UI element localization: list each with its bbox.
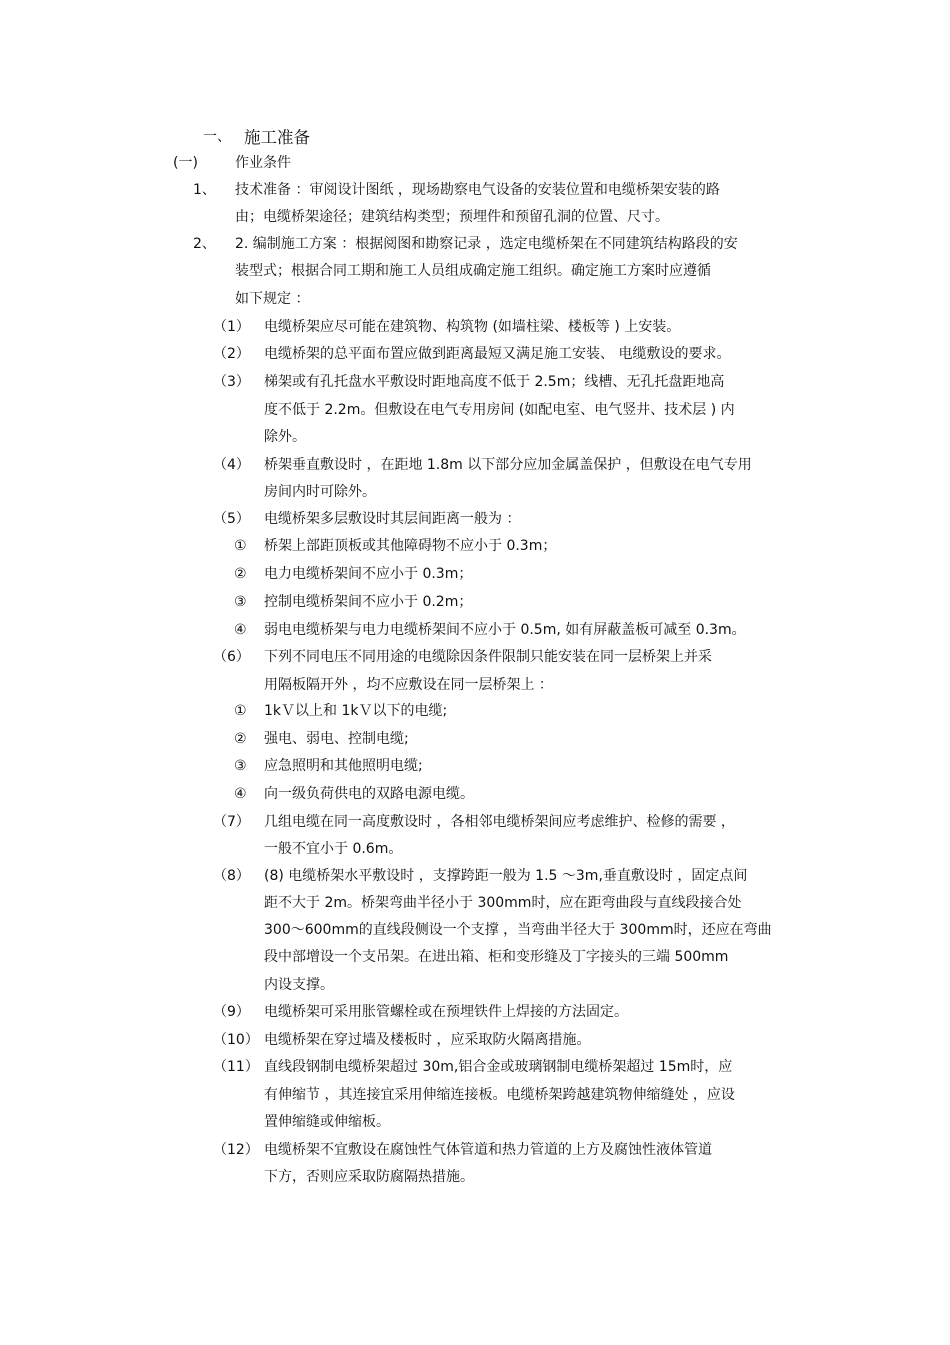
- paragraph-line: 房间内时可除外。: [264, 484, 376, 500]
- circled-number: ④: [234, 622, 247, 638]
- paragraph-line: 如下规定 ：: [235, 291, 310, 307]
- circled-number: ①: [234, 538, 247, 554]
- paragraph-line: 技术准备 ：审阅设计图纸 ，现场勘察电气设备的安装位置和电缆桥架安装的路: [235, 182, 720, 198]
- rule-number: （2）: [213, 346, 250, 362]
- paragraph-line: 一般不宜小于 0.6m。: [264, 841, 403, 857]
- paragraph-line: 度不低于 2.2m。但敷设在电气专用房间 (如配电室、电气竖井、技术层 ) 内: [264, 402, 735, 418]
- paragraph-line: 装型式；根据合同工期和施工人员组成确定施工组织。确定施工方案时应遵循: [235, 263, 711, 279]
- paragraph-line: 除外。: [264, 429, 306, 445]
- list-item-text: 强电、弱电、控制电缆;: [264, 731, 409, 747]
- list-item-text: 1kＶ以上和 1kＶ以下的电缆;: [264, 703, 448, 719]
- rule-number: （12）: [213, 1142, 259, 1158]
- subsection-title: 作业条件: [235, 155, 291, 171]
- paragraph-line: (8) 电缆桥架水平敷设时 ，支撑跨距一般为 1.5 ～3m,垂直敷设时 ，固定点间: [264, 868, 748, 884]
- paragraph-line: 置伸缩缝或伸缩板。: [264, 1114, 390, 1130]
- paragraph-line: 几组电缆在同一高度敷设时 ，各相邻电缆桥架间应考虑维护、检修的需要 ，: [264, 814, 735, 830]
- circled-number: ④: [234, 786, 247, 802]
- paragraph-line: 用隔板隔开外 ，均不应敷设在同一层桥架上 ：: [264, 677, 553, 693]
- rule-number: （10）: [213, 1032, 259, 1048]
- circled-number: ②: [234, 731, 247, 747]
- paragraph-line: 2. 编制施工方案 ：根据阅图和勘察记录 ，选定电缆桥架在不同建筑结构路段的安: [235, 236, 738, 252]
- paragraph-line: 电缆桥架不宜敷设在腐蚀性气体管道和热力管道的上方及腐蚀性液体管道: [264, 1142, 712, 1158]
- list-item-text: 弱电电缆桥架与电力电缆桥架间不应小于 0.5m, 如有屏蔽盖板可减至 0.3m。: [264, 622, 746, 638]
- rule-number: （4）: [213, 457, 250, 473]
- rule-number: （7）: [213, 814, 250, 830]
- circled-number: ③: [234, 758, 247, 774]
- rule-number: （5）: [213, 511, 250, 527]
- paragraph-line: 电缆桥架应尽可能在建筑物、构筑物 (如墙柱梁、楼板等 ) 上安装。: [264, 319, 681, 335]
- list-item-text: 桥架上部距顶板或其他障碍物不应小于 0.3m；: [264, 538, 557, 554]
- rule-number: （8）: [213, 868, 250, 884]
- rule-number: （11）: [213, 1059, 259, 1075]
- rule-number: （9）: [213, 1004, 250, 1020]
- paragraph-line: 梯架或有孔托盘水平敷设时距地高度不低于 2.5m；线槽、无孔托盘距地高: [264, 374, 725, 390]
- paragraph-line: 下方，否则应采取防腐隔热措施。: [264, 1169, 474, 1185]
- paragraph-line: 300～600mm的直线段侧设一个支撑 ，当弯曲半径大于 300mm时，还应在弯曲: [264, 922, 772, 938]
- paragraph-line: 距不大于 2m。桥架弯曲半径小于 300mm时，应在距弯曲段与直线段接合处: [264, 895, 742, 911]
- paragraph-line: 内设支撑。: [264, 977, 334, 993]
- rule-number: （1）: [213, 319, 250, 335]
- list-item-text: 控制电缆桥架间不应小于 0.2m；: [264, 594, 473, 610]
- paragraph-line: 电缆桥架在穿过墙及楼板时 ，应采取防火隔离措施。: [264, 1032, 591, 1048]
- paragraph-line: 直线段钢制电缆桥架超过 30m,铝合金或玻璃钢制电缆桥架超过 15m时，应: [264, 1059, 733, 1075]
- circled-number: ③: [234, 594, 247, 610]
- heading-number: 一、: [203, 129, 231, 145]
- paragraph-line: 电缆桥架可采用胀管螺栓或在预埋铁件上焊接的方法固定。: [264, 1004, 628, 1020]
- paragraph-line: 电缆桥架多层敷设时其层间距离一般为 ：: [264, 511, 521, 527]
- paragraph-line: 桥架垂直敷设时 ，在距地 1.8m 以下部分应加金属盖保护 ，但敷设在电气专用: [264, 457, 752, 473]
- heading-title: 施工准备: [244, 128, 310, 147]
- paragraph-line: 有伸缩节 ，其连接宜采用伸缩连接板。电缆桥架跨越建筑物伸缩缝处 ，应设: [264, 1087, 735, 1103]
- paragraph-line: 下列不同电压不同用途的电缆除因条件限制只能安装在同一层桥架上并采: [264, 649, 712, 665]
- item-number: 1、: [193, 182, 216, 198]
- rule-number: （3）: [213, 374, 250, 390]
- subsection-number: (一): [173, 155, 198, 171]
- paragraph-line: 电缆桥架的总平面布置应做到距离最短又满足施工安装、 电缆敷设的要求。: [264, 346, 731, 362]
- paragraph-line: 段中部增设一个支吊架。在进出箱、柜和变形缝及丁字接头的三端 500mm: [264, 949, 729, 965]
- list-item-text: 向一级负荷供电的双路电源电缆。: [264, 786, 474, 802]
- circled-number: ①: [234, 703, 247, 719]
- circled-number: ②: [234, 566, 247, 582]
- paragraph-line: 由；电缆桥架途径；建筑结构类型；预埋件和预留孔洞的位置、尺寸。: [235, 209, 669, 225]
- list-item-text: 应急照明和其他照明电缆;: [264, 758, 423, 774]
- list-item-text: 电力电缆桥架间不应小于 0.3m；: [264, 566, 473, 582]
- rule-number: （6）: [213, 649, 250, 665]
- item-number: 2、: [193, 236, 216, 252]
